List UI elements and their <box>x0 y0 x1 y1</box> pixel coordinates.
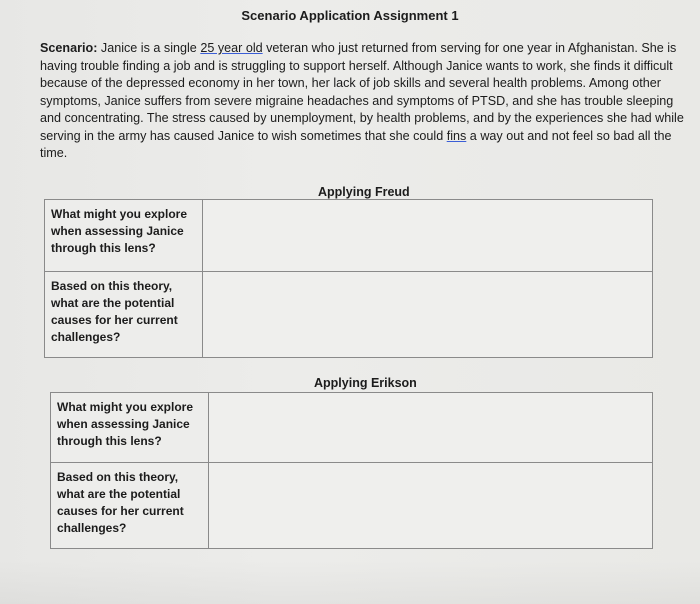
freud-q2-line: what are the potential <box>51 296 175 310</box>
erikson-answer-causes[interactable] <box>209 463 653 549</box>
freud-q1-line: through this lens? <box>51 241 156 255</box>
erikson-q1-line: when assessing Janice <box>57 417 190 431</box>
erikson-q1-line: What might you explore <box>57 400 194 414</box>
freud-answer-causes[interactable] <box>203 272 653 358</box>
erikson-q2-line: causes for her current <box>57 504 184 518</box>
scenario-text-1: Janice is a single <box>97 41 201 55</box>
erikson-row-explore <box>51 393 653 463</box>
page-title: Scenario Application Assignment 1 <box>241 8 459 23</box>
freud-answer-explore[interactable] <box>203 200 653 272</box>
scenario-label: Scenario: <box>40 41 98 55</box>
freud-row-causes <box>45 272 653 358</box>
scenario-underlined-age: 25 year old <box>200 41 263 55</box>
section-heading-erikson: Applying Erikson <box>314 376 417 390</box>
freud-table <box>44 199 653 358</box>
freud-q2-line: challenges? <box>51 330 121 344</box>
scenario-paragraph <box>40 40 688 163</box>
scenario-text-3: a way out and not feel so bad all the time. <box>40 128 672 160</box>
erikson-q2-line: Based on this theory, <box>57 470 179 484</box>
erikson-question-explore <box>51 393 209 463</box>
erikson-q2-line: what are the potential <box>57 487 181 501</box>
erikson-table <box>50 392 653 549</box>
freud-question-explore <box>45 200 203 272</box>
scenario-underlined-word: fins <box>446 128 467 143</box>
freud-q2-line: Based on this theory, <box>51 279 173 293</box>
erikson-answer-explore[interactable] <box>209 393 653 463</box>
freud-row-explore <box>45 200 653 272</box>
scenario-text-2: veteran who just returned from serving for one year in Afghanistan. She is having trouble finding a job and is struggling to support herself. Although Janice wants to work, she finds it difficult because of the depressed economy in her town, her lack of job skills and several health problems. Among other symptoms, Janice suffers from severe migraine headaches and symptoms of PTSD, and she has trouble sleeping and concentrating. The stress caused by unemployment, by health problems, and by the experiences she had while serving in the army has caused Janice to wish sometimes that she could <box>40 41 684 143</box>
freud-q1-line: when assessing Janice <box>51 224 184 238</box>
erikson-q1-line: through this lens? <box>57 434 162 448</box>
erikson-row-causes <box>51 463 653 549</box>
erikson-q2-line: challenges? <box>57 521 127 535</box>
page-shadow <box>0 560 700 604</box>
erikson-question-causes <box>51 463 209 549</box>
freud-q2-line: causes for her current <box>51 313 178 327</box>
section-heading-freud: Applying Freud <box>318 185 410 199</box>
freud-q1-line: What might you explore <box>51 207 188 221</box>
freud-question-causes <box>45 272 203 358</box>
